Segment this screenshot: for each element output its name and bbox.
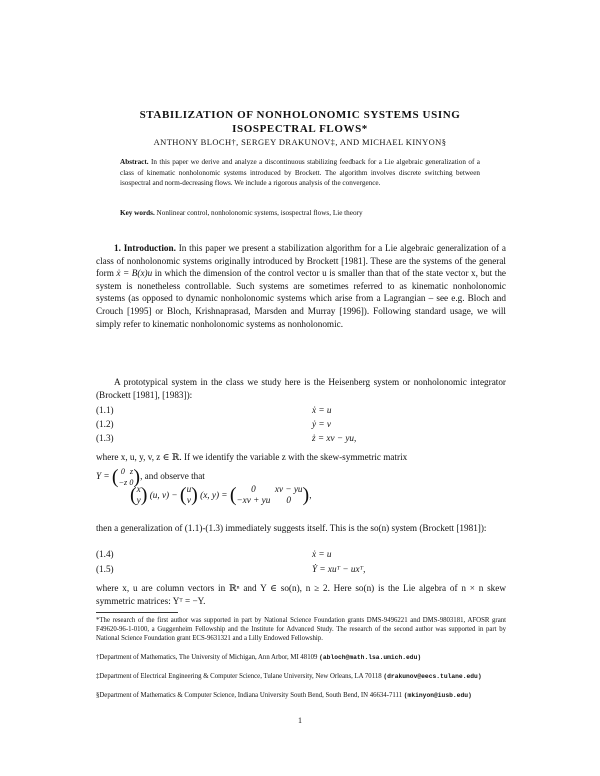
footnote-email[interactable]: (abloch@math.lsa.umich.edu) [319,654,422,661]
equation-expr: Ẏ = xuᵀ − uxᵀ, [312,564,366,574]
footnote-text: *The research of the first author was supported in part by National Science Foundation grants DMS-9496221 and DMS-9803181, AFOSR grant F49620-96-1-0100, a Guggenheim Fellowship and the Institute for Advanced Study. The research of the second author was supported in part by National Science Foundation grant ECS-9631321 and a Lilly Endowed Fellowship. [96,617,506,643]
keywords [120,208,480,218]
footnote-1 [96,616,506,644]
intro-text-b: in which the dimension of the control vector u is smaller than that of the state vector x, but the system is nonetheless controllable. Such systems are sometimes referred to as kinematic nonholonomic systems (as opposed to dynamic nonholonomic systems which arise from a Lagrangian – see e.g. Bloch and Crouch [1995] or Bloch, Krishnaprasad, Marsden and Murray [1996]). Following standard usage, we will simply refer to kinematic nonholonomic systems as nonholonomic. [96,268,507,329]
equation-expr: ẋ = u [312,405,332,415]
footnote-text: §Department of Mathematics & Computer Science, Indiana University South Bend, South Bend, IN 46634-7111 [96,692,403,699]
vec-cell: u [186,484,192,494]
paren: ( [229,484,237,506]
result-col2 [275,484,303,506]
equation-number: (1.4) [96,549,114,559]
author-list: ANTHONY BLOCH†, SERGEY DRAKUNOV‡, AND MICHAEL KINYON§ [153,137,447,147]
matrix-cell: −z [118,477,128,487]
equation-expr: ẏ = v [312,419,331,429]
equation-expr: ż = xv − yu, [312,433,357,443]
footnote-4 [96,691,506,700]
commutator-equation [130,484,470,518]
matrix-Y-col1 [119,466,128,488]
where-paragraph-1 [96,451,506,488]
keywords-text: Nonlinear control, nonholonomic systems, isospectral flows, Lie theory [156,209,363,217]
res-cell: xv − yu [274,484,303,494]
equation-1-2 [96,419,506,433]
footnote-email[interactable]: (mkinyon@iusb.edu) [403,692,472,699]
paren: ) [302,484,310,506]
matrix-cell: z [129,466,133,476]
vec-cell: v [186,495,191,505]
intro-inline-eq: ẋ = B(x)u [116,268,153,279]
res-cell: 0 [286,495,292,505]
page-number: 1 [298,716,302,725]
matrix-paren: ( [111,465,119,488]
title-line-2: ISOSPECTRAL FLOWS* [232,123,368,135]
paper-title [60,108,540,136]
row-uv: (u, v) − [149,490,178,500]
res-cell: −xv + yu [236,495,271,505]
res-cell: 0 [251,484,256,494]
abstract-label: Abstract. [120,158,149,166]
vec-cell: x [136,484,141,494]
paren: ) [140,484,148,506]
equation-1-5 [96,564,506,578]
equation-number: (1.1) [96,405,114,415]
where-paragraph-2: where x, u are column vectors in ℝⁿ and Y ∈ so(n), n ≥ 2. Here so(n) is the Lie algebra of n × n skew symmetric matrices: Yᵀ = −Y. [96,583,506,606]
footnote-rule [96,612,178,613]
footnote-email[interactable]: (drakunov@eecs.tulane.edu) [383,673,482,680]
equation-number: (1.2) [96,419,114,429]
footnote-3 [96,672,506,681]
matrix-paren: ) [133,465,141,488]
equation-number: (1.5) [96,564,114,574]
footnote-text: ‡Department of Electrical Engineering & Computer Science, Tulane University, New Orleans, LA 70118 [96,673,382,680]
matrix-cell: 0 [120,466,125,476]
where-text-a: where x, u, y, v, z ∈ ℝ. If we identify the variable z with the skew-symmetric matrix [96,452,408,462]
equation-1-1 [96,405,506,419]
vec-cell: y [136,495,141,505]
matrix-Y-label: Y = [96,470,110,481]
equation-number: (1.3) [96,433,114,443]
matrix-cell: 0 [129,477,134,487]
result-col1 [236,484,270,506]
comma: , [309,490,312,500]
prototype-paragraph: A prototypical system in the class we study here is the Heisenberg system or nonholonomic integrator (Brockett [1981], [1983]): [96,377,506,400]
intro-text-a: In this paper we present a stabilization algorithm for a Lie algebraic generalization of a class of nonholonomic systems originally introduced by Brockett [1981]. These are the systems of the general form [96,243,506,279]
paren: ( [179,484,187,506]
section-heading: 1. Introduction. [114,243,176,253]
equation-expr: ẋ = u [312,549,332,559]
footnote-2 [96,653,506,662]
abstract [120,157,480,189]
paren: ( [130,484,137,506]
abstract-text: In this paper we derive and analyze a discontinuous stabilizing feedback for a Lie algebraic generalization of a class of kinematic nonholonomic systems introduced by Brockett. The algorithm involves discrete switching between isospectral and norm-decreasing flows. We include a rigorous analysis of the convergence. [120,158,480,187]
keywords-label: Key words. [120,209,155,217]
equation-1-3 [96,433,506,447]
then-paragraph: then a generalization of (1.1)-(1.3) immediately suggests itself. This is the so(n) system (Brockett [1981]): [96,523,487,533]
row-xy: (x, y) = [200,490,228,500]
equation-1-4 [96,549,506,563]
where-text-b: , and observe that [140,470,205,481]
footnote-text: †Department of Mathematics, The University of Michigan, Ann Arbor, MI 48109 [96,654,318,661]
title-line-1: STABILIZATION OF NONHOLONOMIC SYSTEMS USING [139,109,461,121]
paren: ) [191,484,198,506]
intro-paragraph [96,242,506,330]
